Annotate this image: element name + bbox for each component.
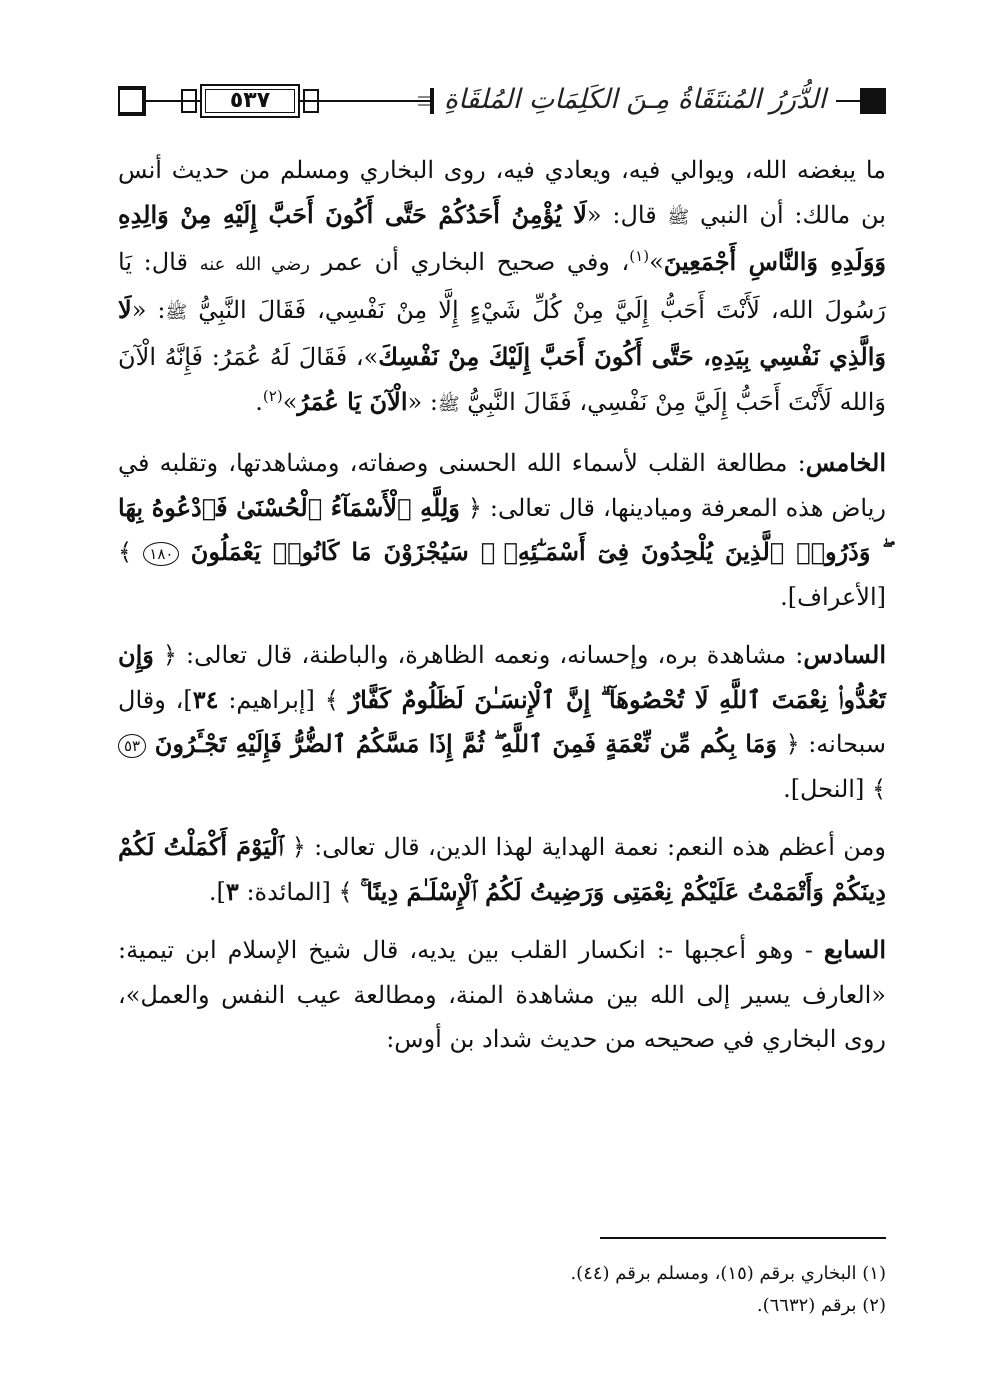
- ayah-number: ١٨٠: [143, 542, 179, 566]
- page-number: ٥٣٧: [229, 88, 271, 113]
- text-run: ]، وقال سبحانه: ﴿: [118, 685, 886, 758]
- bold-text: ٣: [225, 876, 239, 906]
- text-run: : مشاهدة بره، وإحسانه، ونعمه الظاهرة، والباطنة، قال تعالى: ﴿: [153, 641, 804, 669]
- footnotes: [118, 1258, 886, 1322]
- text-run: : مطالعة القلب لأسماء الله الحسنى وصفاته، ومشاهدتها، وتقلبه في رياض هذه المعرفة وميادينها، قال تعالى: ﴿: [118, 449, 886, 522]
- text-run: .: [255, 387, 263, 416]
- paragraph-2: [118, 441, 886, 619]
- honorific-symbol: ﷺ: [667, 206, 690, 228]
- footnote-separator: [600, 1237, 886, 1239]
- footnote-1: (١) البخاري برقم (١٥)، ومسلم برقم (٤٤).: [570, 1263, 886, 1284]
- page-number-frame: [200, 84, 300, 118]
- honorific-symbol: ﷺ: [437, 393, 460, 415]
- bold-text: السابع: [823, 935, 886, 964]
- paragraph-1: [118, 148, 886, 427]
- text-run: قال: «: [586, 200, 668, 229]
- bold-text: لَا يُؤْمِنُ أَحَدُكُمْ حَتَّى أَكُونَ أَحَبَّ إِلَيْهِ مِنْ وَالِدِهِ وَوَلَدِهِ وَالنَّاسِ أَجْمَعِينَ: [118, 199, 887, 276]
- text-run: ﴾ [النحل].: [783, 774, 886, 803]
- text-run: ﴾ [إبراهيم:: [218, 685, 349, 714]
- page-header: [118, 78, 886, 128]
- text-run: »: [282, 387, 298, 416]
- quran-verse: وَمَا بِكُم مِّن نِّعْمَةٍ فَمِنَ ٱللَّهِ ۖ ثُمَّ إِذَا مَسَّكُمُ ٱلضُّرُّ فَإِلَيْهِ تَجْـَٔرُونَ: [154, 729, 777, 758]
- paragraph-5: [118, 928, 886, 1062]
- bold-text: ٣٤: [192, 684, 219, 714]
- honorific-symbol: ﷺ: [165, 301, 188, 323]
- text-run: ومن أعظم هذه النعم: نعمة الهداية لهذا الدين، قال تعالى: ﴿: [283, 833, 886, 861]
- quran-verse: ٱلْيَوْمَ أَكْمَلْتُ لَكُمْ دِينَكُمْ وَأَتْمَمْتُ عَلَيْكُمْ نِعْمَتِى وَرَضِيتُ لَكُمُ ٱلْإِسْلَـٰمَ دِينًا ۚ: [118, 832, 886, 906]
- text-run: [146, 730, 155, 758]
- bold-text: السادس: [803, 640, 886, 669]
- book-title: الدُّرَرُ المُنتَقَاةُ مِـنَ الكَلِمَاتِ المُلقَاةِ: [434, 80, 836, 120]
- text-run: - وهو أعجبها -: انكسار القلب بين يديه، قال شيخ الإسلام ابن تيمية: «العارف يسير إلى الله بين مشاهدة المنة، ومطالعة عيب النفس والعمل»، روى البخاري في صحيحه من حديث شداد بن أوس:: [118, 936, 886, 1053]
- footnote-2: (٢) برقم (٦٦٣٢).: [756, 1295, 886, 1316]
- text-run: ، وفي صحيح البخاري أن عمر: [309, 248, 630, 276]
- ayah-number: ٥٣: [118, 734, 146, 758]
- honorific-symbol: رضي الله عنه: [199, 254, 310, 275]
- text-run: ما يبغضه الله، ويوالي فيه، ويعادي فيه، روى البخاري ومسلم من حديث أنس بن مالك: أن النبي: [118, 156, 886, 229]
- bold-text: الخامس: [805, 448, 886, 477]
- text-run: ﴾ [المائدة:: [238, 877, 361, 906]
- text-run: : «: [407, 387, 438, 416]
- text-run: »، فَقَالَ لَهُ عُمَرُ: فَإِنَّهُ الْآنَ وَالله لَأَنْتَ أَحَبُّ إِلَيَّ مِنْ نَفْسِي، فَقَالَ النَّبِيُّ: [118, 343, 886, 416]
- paragraph-4: [118, 825, 886, 914]
- text-run: قال: يَا رَسُولَ الله، لَأَنْتَ أَحَبُّ إِلَيَّ مِنْ كُلِّ شَيْءٍ إِلَّا مِنْ نَفْسِي، فَقَالَ النَّبِيُّ: [118, 248, 886, 324]
- bold-text: لَا وَالَّذِي نَفْسِي بِيَدِهِ، حَتَّى أَكُونَ أَحَبَّ إِلَيْكَ مِنْ نَفْسِكَ: [118, 294, 887, 371]
- bold-text: الْآنَ يَا عُمَرُ: [297, 386, 408, 416]
- footnote-ref: (١): [629, 247, 650, 265]
- text-run: ].: [208, 877, 226, 906]
- text-run: : «: [131, 295, 166, 324]
- body-text: [118, 148, 886, 1076]
- quran-verse: وَلِلَّهِ ٱلْأَسْمَآءُ ٱلْحُسْنَىٰ فَٱدْعُوهُ بِهَا ۖ وَذَرُوا۟ ٱلَّذِينَ يُلْحِدُونَ فِىٓ أَسْمَـٰٓئِهِۦ ۚ سَيُجْزَوْنَ مَا كَانُوا۟ يَعْمَلُونَ: [118, 492, 883, 566]
- quran-verse: وَإِن تَعُدُّوا۟ نِعْمَتَ ٱللَّهِ لَا تُحْصُوهَآ ۗ إِنَّ ٱلْإِنسَـٰنَ لَظَلُومٌ كَفَّارٌ: [118, 640, 886, 714]
- text-run: »: [649, 248, 664, 276]
- text-run: ﴾ [الأعراف].: [118, 538, 886, 611]
- paragraph-3: [118, 633, 886, 811]
- footnote-ref: (٢): [262, 386, 283, 405]
- text-run: [179, 538, 190, 566]
